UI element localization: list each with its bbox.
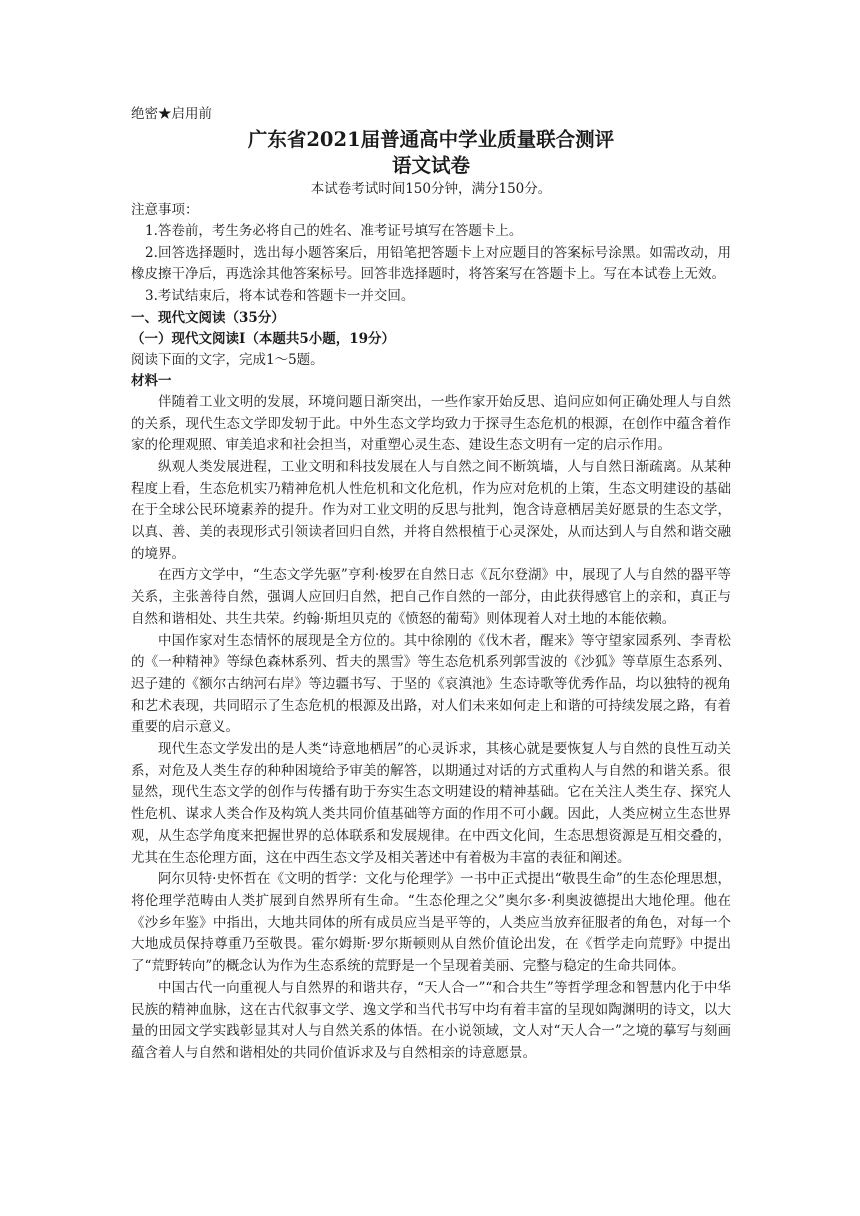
- exam-subtitle: 语文试卷: [391, 154, 470, 177]
- notice-item-1: 1.答卷前，考生务必将自己的姓名、准考证号填写在答题卡上。: [145, 223, 523, 239]
- paragraph: 中国作家对生态情怀的展现是全方位的。其中徐刚的《伐木者，醒来》等守望家园系列、李青松的《一种精神》等绿色森林系列、哲夫的黑雪》等生态危机系列郭雪波的《沙狐》等草原生态系列、迟子建的《额尔古纳河右岸》等边疆书写、于坚的《哀滇池》生态诗歌等优秀作品，均以独特的视角和艺术表现，共同昭示了生态危机的根源及出路，对人们未来如何走上和谐的可持续发展之路，有着重要的启示意义。: [131, 632, 731, 736]
- exam-title: 广东省2021届普通高中学业质量联合测评: [247, 128, 615, 151]
- material-label: 材料一: [131, 372, 172, 389]
- secret-mark: 绝密★启用前: [131, 106, 212, 122]
- exam-page: [131, 104, 731, 1065]
- paragraph: 在西方文学中，“生态文学先驱”亨利·梭罗在自然日志《瓦尔登湖》中，展现了人与自然的器平等关系，主张善待自然，强调人应回归自然，把自己作自然的一部分，由此获得感官上的亲和，真正与自然和谐相处、共生共荣。约翰·斯坦贝克的《愤怒的葡萄》则体现着人对土地的本能依赖。: [131, 567, 731, 627]
- paragraph: 伴随着工业文明的发展，环境问题日渐突出，一些作家开始反思、追问应如何正确处理人与自然的关系，现代生态文学即发轫于此。中外生态文学均致力于探寻生态危机的根源，在创作中蕴含着作家的伦理观照、审美追求和社会担当，对重塑心灵生态、建设生态文明有一定的启示作用。: [131, 393, 731, 454]
- notice-item-3: 3.考试结束后，将本试卷和答题卡一并交回。: [145, 288, 415, 305]
- paragraph: 阿尔贝特·史怀哲在《文明的哲学：文化与伦理学》一书中正式提出“敬畏生命”的生态伦理思想，将伦理学范畴由人类扩展到自然界所有生命。“生态伦理之父”奥尔多·利奥波德提出大地伦理。他在《沙乡年鉴》中指出，大地共同体的所有成员应当是平等的，人类应当放弃征服者的角色，对每一个大地成员保持尊重乃至敬畏。霍尔姆斯·罗尔斯顿则从自然价值论出发，在《哲学走向荒野》中提出了“荒野转向”的概念认为作为生态系统的荒野是一个呈现着美丽、完整与稳定的生命共同体。: [131, 871, 731, 975]
- paragraph: 纵观人类发展进程，工业文明和科技发展在人与自然之间不断筑墙，人与自然日渐疏离。从某种程度上看，生态危机实乃精神危机人性危机和文化危机，作为应对危机的上策，生态文明建设的基础在于全球公民环境素养的提升。作为对工业文明的反思与批判，饱含诗意栖居美好愿景的生态文学，以真、善、美的表现形式引领读者回归自然，并将自然根植于心灵深处，从而达到人与自然和谐交融的境界。: [131, 458, 731, 562]
- exam-info: 本试卷考试时间150分钟，满分150分。: [310, 181, 552, 197]
- section-heading: 一、现代文阅读（35分）: [131, 309, 285, 326]
- notice-item-2: 2.回答选择题时，选出每小题答案后，用铅笔把答题卡上对应题目的答案标号涂黑。如需改动，用橡皮擦干净后，再选涂其他答案标号。回答非选择题时，将答案写在答题卡上。写在本试卷上无效。: [131, 244, 731, 283]
- paragraph: 现代生态文学发出的是人类“诗意地栖居”的心灵诉求，其核心就是要恢复人与自然的良性互动关系，对危及人类生存的种种困境给予审美的解答，以期通过对话的方式重构人与自然的和谐关系。很显然，现代生态文学的创作与传播有助于夯实生态文明建设的精神基础。它在关注人类生存、探究人性危机、谋求人类合作及构筑人类共同价值基础等方面的作用不可小觑。因此，人类应树立生态世界观，从生态学角度来把握世界的总体联系和发展规律。在中西文化间，生态思想资源是互相交叠的，尤其在生态伦理方面，这在中西生态文学及相关著述中有着极为丰富的表征和阐述。: [131, 741, 731, 866]
- paragraph: 中国古代一向重视人与自然界的和谐共存，“天人合一”“和合共生”等哲学理念和智慧内化于中华民族的精神血脉，这在古代叙事文学、逸文学和当代书写中均有着丰富的呈现如陶渊明的诗文，以大量的田园文学实践彰显其对人与自然关系的体悟。在小说领域，文人对“天人合一”之境的摹写与刻画蕴含着人与自然和谐相处的共同价值诉求及与自然相亲的诗意愿景。: [131, 979, 731, 1061]
- reading-instruction: 阅读下面的文字，完成1～5题。: [131, 351, 324, 368]
- section-sub-heading: （一）现代文阅读Ⅰ（本题共5小题，19分）: [131, 330, 395, 347]
- notice-heading: 注意事项：: [131, 202, 199, 218]
